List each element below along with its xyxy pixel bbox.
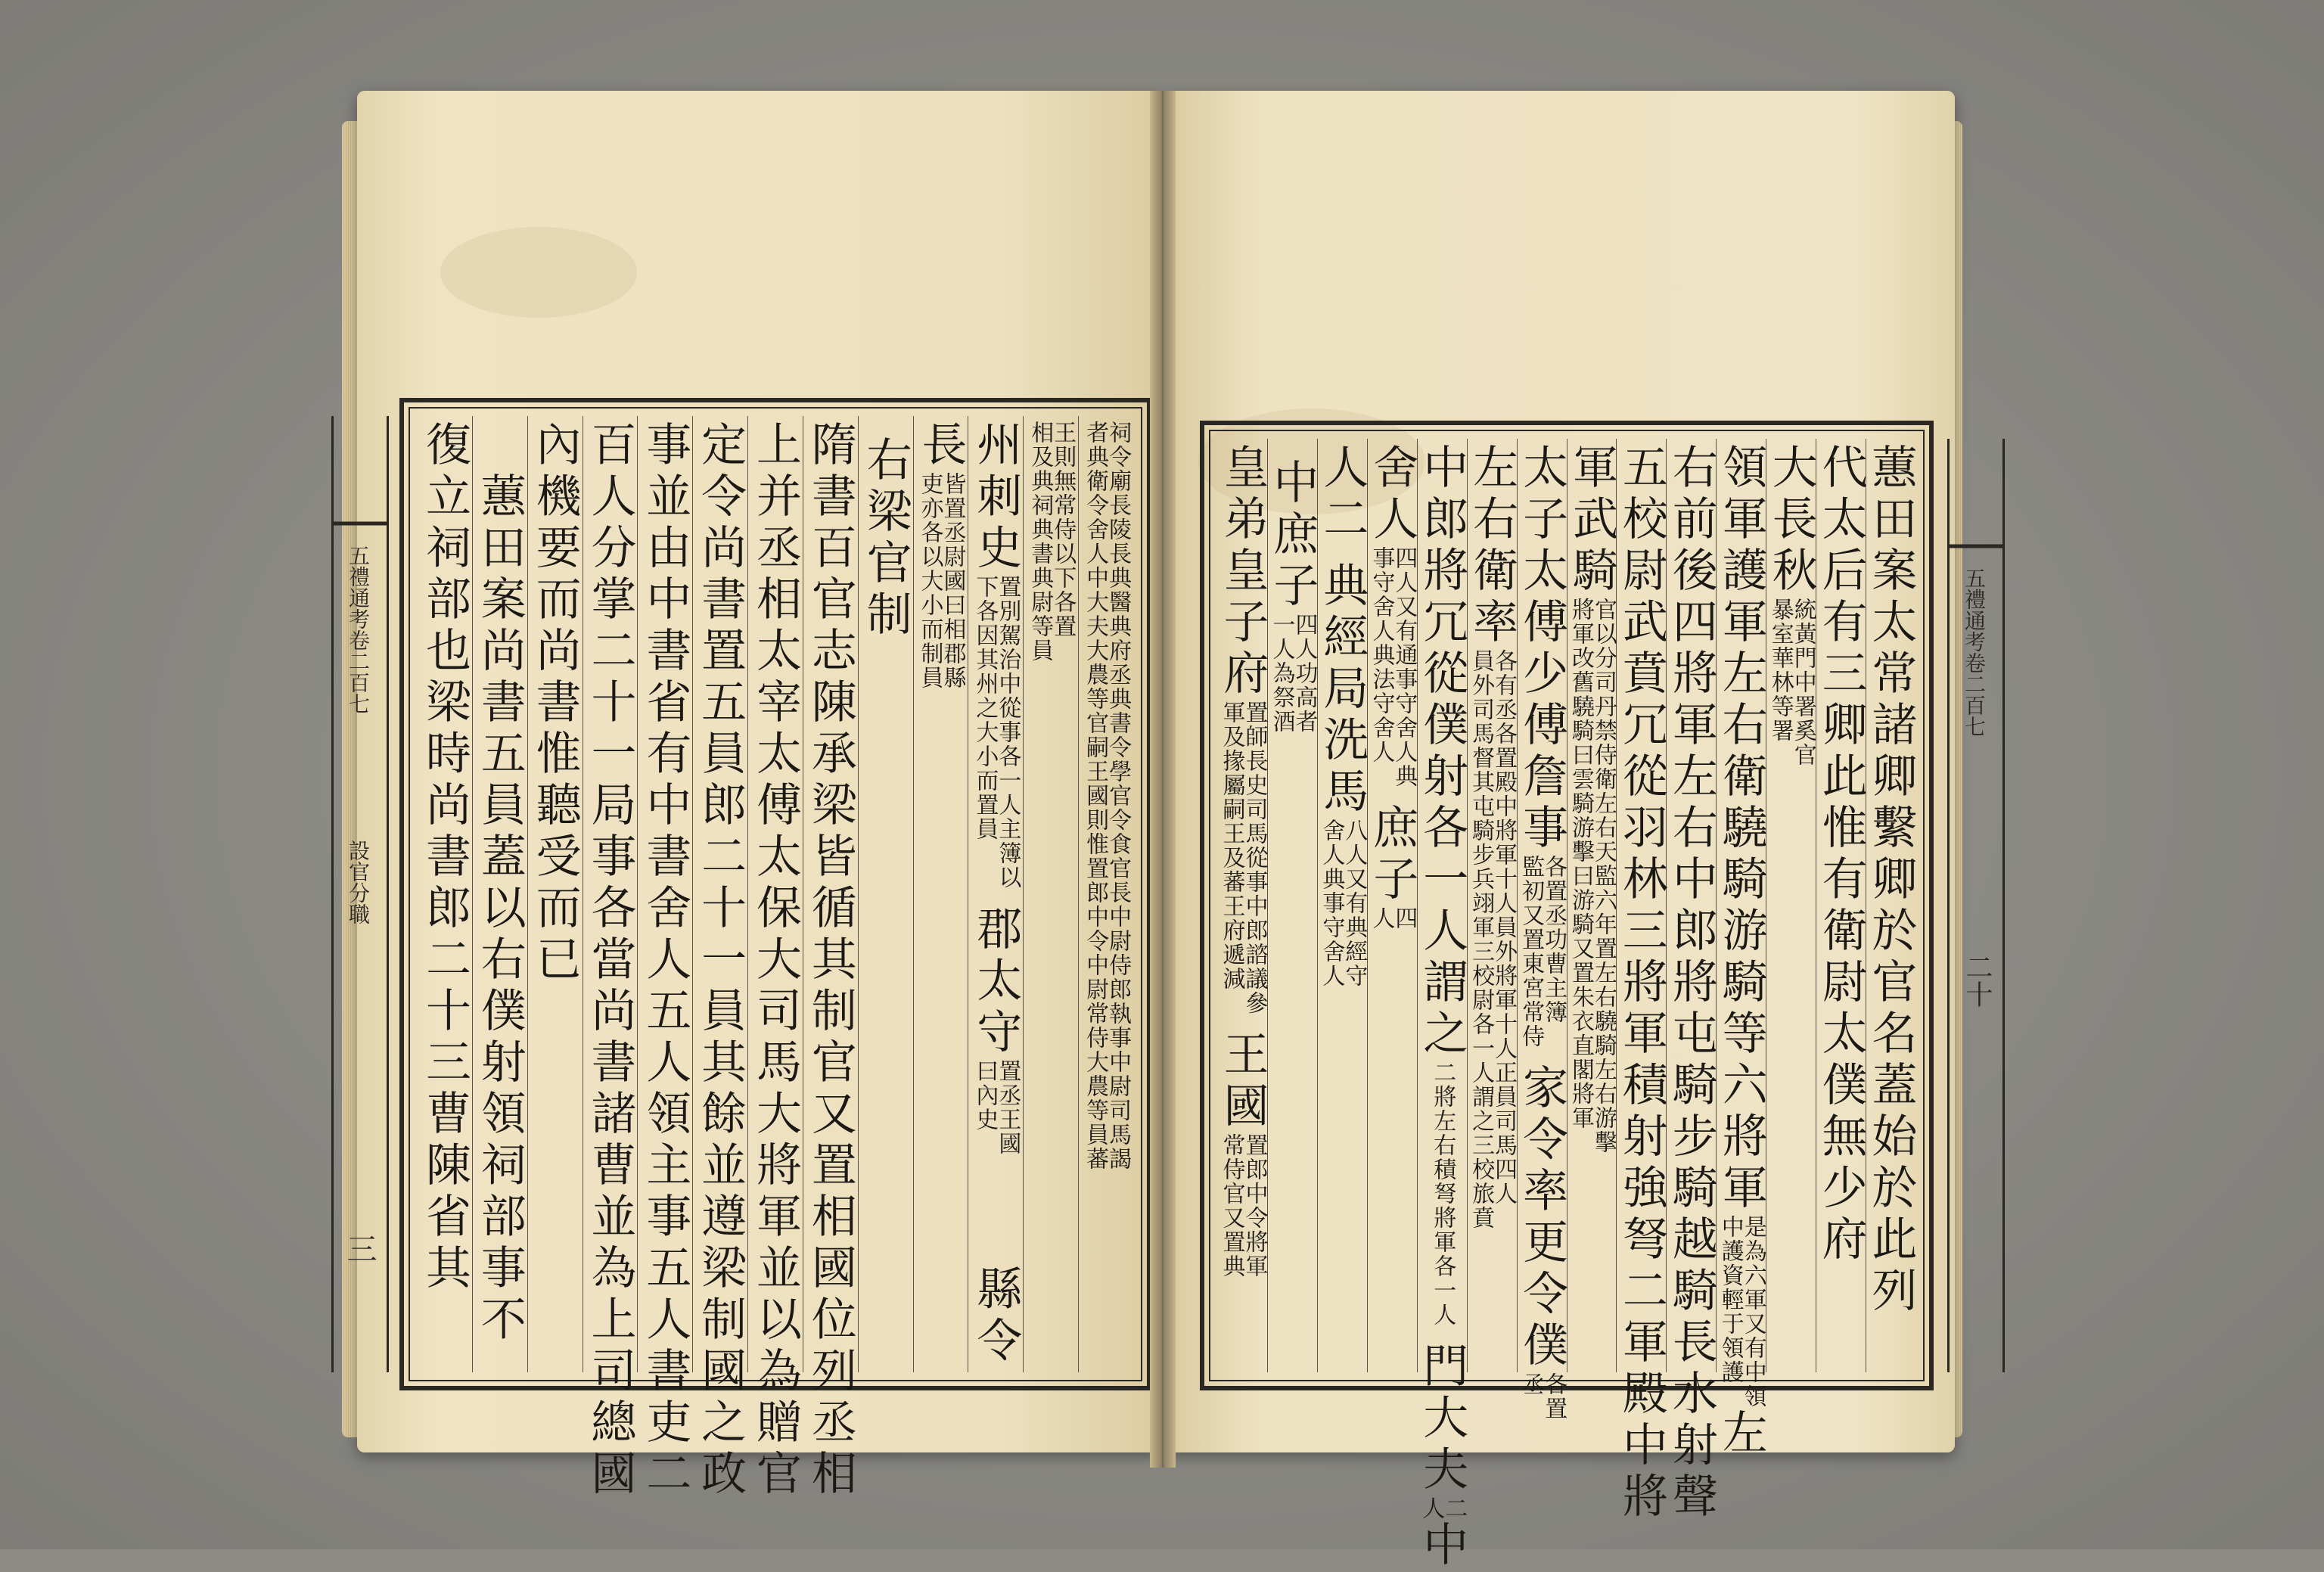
left-column-stack (860, 421, 912, 1368)
right-text-column (1267, 439, 1317, 1372)
right-column-stack (1664, 443, 1718, 1524)
right-main-text: 舍人 (1366, 443, 1419, 546)
right-text-column (1467, 439, 1517, 1372)
left-annotation-line: 曰內史 (971, 1059, 999, 1132)
right-main-text: 太子太傅少傅詹事 (1515, 443, 1569, 855)
fold-fishtail-mark (1950, 537, 2002, 555)
right-annotation-line: 二 (1440, 1496, 1468, 1521)
left-annotation (971, 1059, 1021, 1156)
left-text-column (747, 416, 803, 1501)
left-annotation-line: 祠令廟長陵長典醫典府丞典書令學官令食官長中尉侍郎執事中尉司馬謁 (1105, 421, 1132, 1171)
right-annotation-line: 常侍官又置典 (1218, 1133, 1245, 1278)
right-main-text: 中郎將冗從僕射各一人謂之 (1415, 443, 1469, 1061)
left-main-text: 郡太守 (969, 905, 1023, 1059)
right-annotation (1220, 701, 1266, 1015)
right-main-text: 中庶子 (1266, 458, 1319, 613)
right-annotation-line: 丞 (1518, 1372, 1545, 1396)
right-column-stack (1864, 443, 1918, 1368)
left-text-column (527, 416, 583, 1372)
right-page (1168, 91, 1993, 1572)
right-main-text: 左右衛率 (1465, 443, 1519, 649)
left-column-stack (915, 421, 967, 1368)
left-annotation-line: 相及典祠典書典尉等員 (1027, 421, 1054, 663)
left-column-stack (749, 421, 803, 1501)
right-annotation-line: 四 (1390, 906, 1418, 930)
left-column-stack (694, 421, 747, 1501)
left-annotation-line: 皆置丞尉國曰相郡縣 (939, 472, 966, 690)
right-annotation (1567, 598, 1617, 1154)
left-annotation-line: 置丞王國 (994, 1059, 1021, 1156)
left-column-stack (530, 421, 581, 1368)
left-annotation-line: 王則無常侍以下各置 (1049, 421, 1077, 638)
right-main-text: 典經局洗馬 (1316, 561, 1369, 819)
right-annotation (1268, 613, 1318, 734)
right-column-stack (1714, 443, 1768, 1460)
left-main-text: 百人分掌二十一局事各當尚書諸曹並為上司總國 (583, 421, 637, 1501)
right-column-stack (1565, 443, 1618, 1368)
left-main-text: 復立祠部也梁時尚書郎二十三曹陳省其 (418, 421, 471, 1295)
right-annotation-line: 軍及掾屬嗣王及蕃王府遞減 (1218, 701, 1245, 991)
right-annotation (1368, 906, 1418, 930)
left-annotation (971, 575, 1021, 890)
right-annotation-line: 事守舍人典法守舍人 (1368, 546, 1395, 764)
right-annotation-line: 暴室華林等署 (1766, 598, 1794, 743)
right-text-column (1367, 439, 1417, 1372)
left-text-column (803, 416, 858, 1501)
left-text-column (1078, 416, 1133, 1372)
left-column-stack (970, 421, 1021, 1368)
right-main-text: 軍武騎 (1565, 443, 1618, 598)
right-annotation (1518, 1372, 1567, 1421)
right-annotation-line: 四人功高者 (1291, 613, 1318, 734)
right-main-text: 人二 (1316, 443, 1369, 546)
left-annotation (1082, 421, 1132, 1171)
right-annotation-line: 官以分司丹禁侍衛左右天監六年置左右驍騎左右游擊 (1590, 598, 1617, 1154)
right-main-text: 皇弟皇子府 (1216, 443, 1269, 701)
left-text-column (637, 416, 692, 1501)
right-annotation-line: 統黃門中署奚官 (1789, 598, 1816, 767)
right-annotation (1468, 649, 1518, 1230)
right-annotation (1318, 819, 1368, 988)
right-annotation-line: 監初又置東宮常侍 (1518, 855, 1545, 1049)
right-annotation-line: 二將左右積弩將軍各一人 (1429, 1061, 1456, 1327)
left-page (342, 91, 1159, 1501)
right-annotation-line: 員外司馬督其屯騎步兵翊軍三校尉各一人謂之三校旅賁 (1468, 649, 1495, 1230)
left-text-column (1023, 416, 1078, 1372)
left-column-stack (419, 421, 471, 1368)
right-annotation (1429, 1061, 1456, 1327)
right-annotation (1418, 1496, 1468, 1521)
right-fold-column (1947, 439, 2005, 1372)
left-main-text: 事並由中書省有中書舍人五人領主事五人書吏二 (638, 421, 692, 1501)
fold-fishtail-mark (334, 514, 387, 533)
right-main-text: 右前後四將軍左右中郎將屯騎步騎越騎長水射聲 (1664, 443, 1718, 1524)
left-annotation-line: 置別駕治中從事各一人主簿以 (994, 575, 1021, 890)
right-annotation-line: 人 (1418, 1496, 1445, 1521)
book-gutter (1150, 91, 1176, 1468)
left-column-stack (638, 421, 692, 1501)
left-fold-title: 五禮通考卷二百七 (346, 545, 371, 714)
right-main-text: 中 (1415, 1521, 1469, 1572)
left-text-column (692, 416, 747, 1501)
right-main-text: 家令率更令僕 (1515, 1064, 1569, 1372)
right-annotation-line: 四人又有通事守舍人典 (1390, 546, 1418, 788)
left-main-text: 州刺史 (969, 421, 1023, 575)
right-annotation-line: 各置丞功曹主簿 (1540, 855, 1567, 1024)
right-text-column (1614, 439, 1668, 1524)
left-main-text: 上并丞相太宰太傅太保大司馬大將軍並以為贈官 (749, 421, 803, 1501)
right-text-column (1766, 439, 1816, 1372)
left-annotation-line: 吏亦各以大小而制員 (916, 472, 943, 690)
left-fold-column (331, 416, 389, 1372)
left-text-column (472, 416, 527, 1372)
left-annotation (918, 472, 964, 690)
left-text-column (418, 416, 472, 1372)
right-annotation (1220, 1133, 1266, 1278)
paper-stain (440, 227, 637, 318)
right-main-text: 左 (1714, 1409, 1768, 1460)
right-column-stack (1814, 443, 1868, 1368)
left-column-area (418, 416, 1133, 1501)
open-book (342, 91, 1993, 1572)
right-text-column (1317, 439, 1367, 1372)
right-annotation (1368, 546, 1418, 788)
right-column-stack (1614, 443, 1668, 1524)
right-column-stack (1515, 443, 1569, 1421)
right-column-stack (1266, 443, 1319, 1368)
right-annotation (1518, 855, 1567, 1049)
right-main-text: 大長秋 (1764, 443, 1818, 598)
left-fold-page-number: 三 (342, 1233, 377, 1263)
right-text-column (1664, 439, 1718, 1524)
right-main-text: 門大夫 (1415, 1342, 1469, 1496)
left-main-text: 定令尚書置五員郎二十一員其餘並遵梁制國之政 (694, 421, 747, 1501)
left-column-stack (474, 421, 526, 1368)
left-annotation-line: 下各因其州之大小而置員 (971, 575, 999, 841)
right-text-column (1515, 439, 1569, 1421)
right-annotation-line: 八人又有典經守 (1341, 819, 1368, 988)
right-annotation (1719, 1215, 1764, 1409)
left-text-column (583, 416, 638, 1501)
right-text-column (1714, 439, 1768, 1460)
right-column-area (1216, 439, 1918, 1572)
right-text-column (1567, 439, 1617, 1372)
right-main-text: 五校尉武賁冗從羽林三將軍積射強弩二軍殿中將 (1614, 443, 1668, 1524)
left-column-stack (803, 421, 857, 1501)
left-main-text: 隋書百官志陳承梁皆循其制官又置相國位列丞相 (803, 421, 857, 1501)
right-text-column (1816, 439, 1866, 1372)
right-annotation-line: 各有丞各置殿中將軍十人員外將軍十人正員司馬四人 (1490, 649, 1518, 1206)
right-fold-page-number: 二十 (1962, 953, 1993, 1008)
right-column-stack (1316, 443, 1369, 1368)
right-text-column (1415, 439, 1469, 1572)
left-main-text: 內機要而尚書惟聽受而已 (528, 421, 582, 986)
right-column-stack (1216, 443, 1269, 1368)
left-fold-section: 設官分職 (346, 840, 371, 924)
right-text-frame (1200, 421, 1993, 1572)
left-text-column (913, 416, 968, 1372)
right-column-stack (1366, 443, 1419, 1368)
right-text-column (1218, 439, 1267, 1372)
right-annotation-line: 各置 (1540, 1372, 1567, 1421)
left-main-text: 蕙田案尚書五員蓋以右僕射領祠部事不 (473, 421, 527, 1347)
right-annotation-line: 將軍改舊驍騎曰雲騎游擊曰游騎又置朱衣直閣將軍 (1567, 598, 1594, 1130)
right-column-stack (1465, 443, 1519, 1368)
right-main-text: 王國 (1216, 1030, 1269, 1133)
right-annotation-line: 置郎中令將軍 (1241, 1133, 1268, 1278)
left-main-text: 縣令 (969, 1265, 1023, 1368)
right-annotation-line: 是為六軍又有中領 (1739, 1215, 1766, 1409)
left-main-text: 長 (914, 421, 968, 472)
left-text-column (968, 416, 1023, 1372)
right-text-column (1864, 439, 1918, 1372)
right-annotation-line: 人 (1368, 906, 1395, 930)
right-annotation-line: 置師長史司馬從事中郎諮議參 (1241, 701, 1268, 1015)
right-main-text: 庶子 (1366, 803, 1419, 906)
left-annotation (1027, 421, 1077, 663)
right-column-stack (1764, 443, 1818, 1368)
left-text-column (858, 416, 913, 1372)
right-main-text: 蕙田案太常諸卿繫卿於官名蓋始於此列 (1864, 443, 1918, 1318)
right-main-text: 領軍護軍左右衛驍騎游騎等六將軍 (1714, 443, 1768, 1215)
right-annotation-line: 一人為祭酒 (1268, 613, 1295, 734)
left-text-frame (342, 398, 1151, 1501)
left-column-stack (583, 421, 637, 1501)
right-annotation-line: 舍人典事守舍人 (1318, 819, 1345, 988)
right-fold-title: 五禮通考卷二百七 (1962, 567, 1987, 737)
right-annotation (1766, 598, 1816, 767)
left-column-stack (1080, 421, 1132, 1368)
left-main-text: 右梁官制 (859, 436, 912, 642)
left-annotation-line: 者典衛令舍人中大夫大農等官嗣王國則惟置郎中令中尉常侍大農等員蕃 (1082, 421, 1109, 1171)
left-column-stack (1025, 421, 1077, 1368)
right-column-stack (1415, 443, 1469, 1572)
right-main-text: 代太后有三卿此惟有衛尉太僕無少府 (1814, 443, 1868, 1266)
right-annotation-line: 中護資輕于領護 (1717, 1215, 1744, 1384)
